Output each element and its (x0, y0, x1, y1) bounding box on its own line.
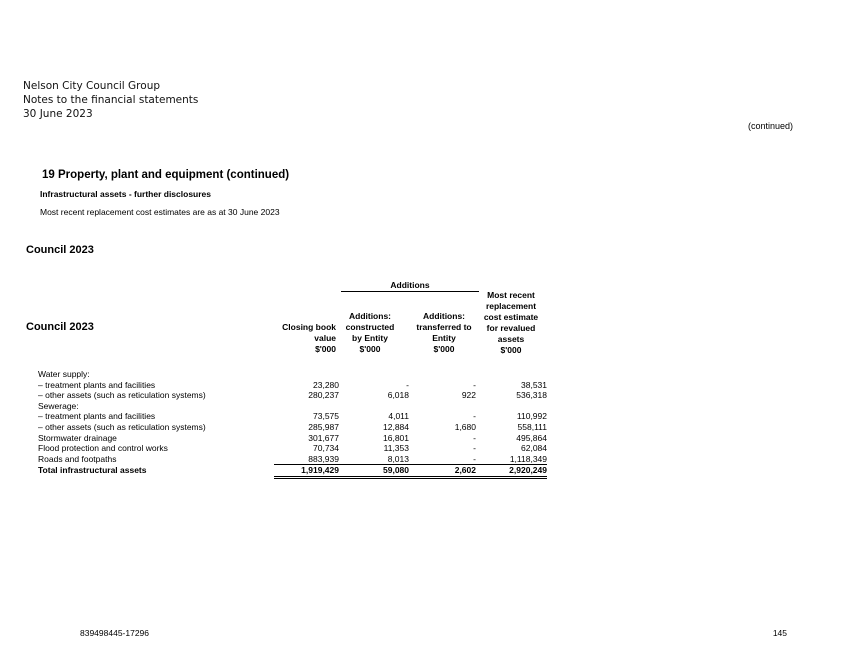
cell-replacement (476, 454, 547, 466)
cell-replacement (476, 369, 547, 380)
cell-closing: 280,237 (308, 390, 339, 401)
total-label: Total infrastructural assets (38, 465, 147, 476)
cell-transferred: 922 (461, 390, 476, 401)
cell-replacement: 558,111 (517, 421, 547, 432)
cell-value: - (409, 454, 476, 466)
cell-value: 1,118,349 (476, 454, 547, 466)
col-additions-transferred (408, 311, 480, 355)
total-transferred (409, 465, 476, 479)
document-id: 839498445-17296 (80, 628, 150, 638)
additions-group-rule (341, 291, 479, 292)
infrastructure-table (38, 369, 547, 479)
col-heading-line: Entity (432, 333, 456, 343)
cell-constructed (339, 454, 409, 466)
cell-constructed (339, 369, 409, 380)
report-date: 30 June 2023 (23, 108, 93, 120)
cell-value: 2,602 (409, 465, 476, 479)
continued-label: (continued) (747, 121, 793, 131)
cell-constructed: 11,353 (383, 443, 409, 454)
cell-constructed: 4,011 (388, 411, 409, 422)
cell-replacement: 495,864 (516, 432, 547, 443)
cell-closing (274, 369, 339, 380)
cell-replacement (476, 401, 547, 412)
table-row (38, 422, 547, 433)
row-label: Water supply: (38, 369, 90, 379)
col-heading-line: Additions: (422, 311, 466, 321)
cell-transferred (409, 401, 476, 412)
section-heading (42, 169, 289, 181)
row-label: Stormwater drainage (38, 432, 117, 443)
col-heading-line: Most recent (487, 290, 535, 300)
total-constructed (339, 465, 409, 479)
cell-value: 8,013 (339, 454, 409, 466)
cell-transferred: - (473, 379, 476, 390)
cell-replacement: 62,084 (521, 443, 547, 454)
table-row (38, 401, 547, 412)
cell-constructed: 16,801 (383, 432, 409, 443)
cell-constructed: 12,884 (383, 421, 409, 432)
col-heading-line: constructed (345, 322, 395, 332)
council-heading: Council 2023 (26, 244, 94, 256)
total-closing (274, 465, 339, 479)
cell-closing (274, 401, 339, 412)
cell-constructed (339, 401, 409, 412)
cell-value: 883,939 (274, 454, 339, 466)
total-replacement (476, 465, 547, 479)
organisation-name: Nelson City Council Group (23, 80, 161, 92)
row-label: Flood protection and control works (38, 443, 168, 454)
row-label: Sewerage: (38, 400, 79, 411)
cell-value: 1,919,429 (274, 465, 339, 479)
cell-closing: 301,677 (308, 432, 339, 443)
table-row (38, 411, 547, 422)
section-note: Most recent replacement cost estimates are as at 30 June 2023 (40, 207, 280, 217)
total-row (38, 465, 547, 479)
cell-transferred (409, 369, 476, 380)
cell-transferred: - (473, 411, 476, 422)
cell-closing (274, 454, 339, 466)
table-row (38, 443, 547, 454)
section-number: 19 (42, 169, 55, 181)
cell-replacement: 536,318 (516, 390, 547, 401)
cell-closing: 23,280 (313, 379, 339, 390)
row-label: – other assets (such as reticulation systems) (38, 390, 206, 401)
cell-constructed: - (406, 379, 409, 390)
section-subheading: Infrastructural assets - further disclosures (40, 189, 212, 199)
col-replacement-cost (478, 290, 544, 356)
col-heading-line: transferred to (416, 322, 472, 332)
table-row (38, 390, 547, 401)
row-label: – treatment plants and facilities (38, 379, 156, 390)
section-title: Property, plant and equipment (continued) (58, 169, 290, 181)
page-number: 145 (772, 628, 787, 638)
col-heading-line: value (314, 333, 336, 343)
col-heading-line: $'000 (315, 344, 336, 354)
cell-closing: 70,734 (313, 443, 339, 454)
row-label: – other assets (such as reticulation systems) (38, 421, 206, 432)
cell-value: 2,920,249 (476, 465, 547, 479)
col-heading-line: replacement (485, 301, 537, 311)
table-row (38, 433, 547, 444)
col-heading-line: Additions: (348, 311, 392, 321)
col-heading-line: assets (497, 334, 525, 344)
cell-constructed: 6,018 (387, 390, 409, 401)
col-heading-line: $'000 (359, 344, 381, 354)
col-heading-line: $'000 (433, 344, 455, 354)
cell-closing: 73,575 (313, 411, 339, 422)
document-subtitle: Notes to the financial statements (23, 94, 199, 106)
col-heading-line: $'000 (500, 345, 522, 355)
cell-transferred: - (473, 443, 476, 454)
col-heading-line: for revalued (486, 323, 536, 333)
cell-value: 59,080 (339, 465, 409, 479)
table-row (38, 380, 547, 391)
col-heading-line: Closing book (282, 322, 336, 332)
cell-replacement: 110,992 (516, 411, 547, 422)
row-label: – treatment plants and facilities (38, 411, 156, 422)
col-heading-line: by Entity (352, 333, 388, 343)
col-closing-book-value (268, 322, 336, 355)
row-label: Roads and footpaths (38, 453, 117, 464)
cell-transferred (409, 454, 476, 466)
cell-replacement: 38,531 (521, 379, 547, 390)
cell-transferred: - (473, 432, 476, 443)
cell-closing: 285,987 (308, 421, 339, 432)
additions-group-label: Additions (390, 280, 430, 290)
table-row-heading: Council 2023 (26, 321, 94, 333)
col-heading-line: cost estimate (483, 312, 539, 322)
col-additions-constructed (338, 311, 402, 355)
cell-transferred: 1,680 (454, 421, 476, 432)
table-row (38, 369, 547, 380)
table-row (38, 454, 547, 466)
